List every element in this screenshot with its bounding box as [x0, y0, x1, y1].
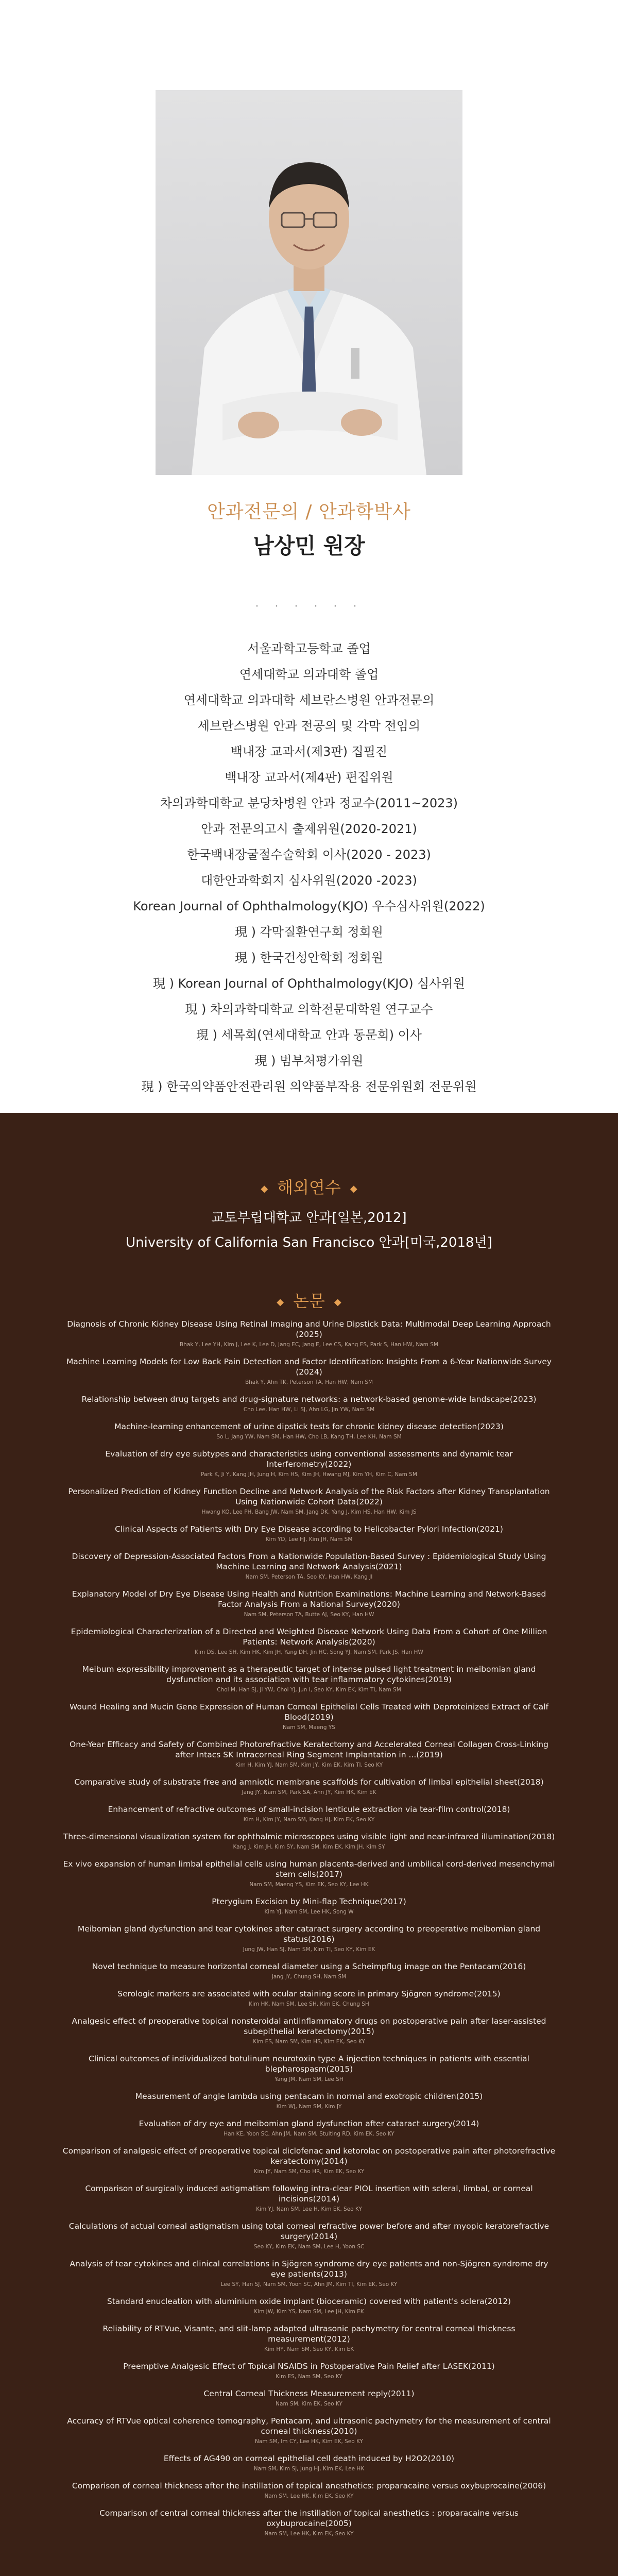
paper-title: Comparison of analgesic effect of preoperative topical diclofenac and ketorolac on postoperative pain after photorefractive keratectomy(2014) — [62, 2146, 556, 2166]
paper-item — [62, 1551, 556, 1581]
diamond-icon: ◆ — [334, 1296, 341, 1308]
paper-title: Epidemiological Characterization of a Directed and Weighted Disease Network Using Data From a Cohort of One Million Patients: Network Analysis(2020) — [71, 1627, 547, 1647]
paper-title: Machine Learning Models for Low Back Pain Detection and Factor Identification: Insights From a 6-Year Nationwide Survey (2024) — [66, 1357, 552, 1377]
doctor-photo — [156, 90, 462, 475]
doctor-name: 남상민 원장 — [253, 533, 365, 558]
paper-title: Preemptive Analgesic Effect of Topical NSAIDS in Postoperative Pain Relief after LASEK(2011) — [123, 2362, 495, 2371]
career-item: 現 ) 범부처평가위원 — [254, 1054, 364, 1068]
profile-section — [0, 0, 618, 1113]
abroad-heading: ◆ 해외연수 ◆ — [261, 1178, 357, 1197]
paper-authors: Nam SM, Maeng YS — [283, 1724, 335, 1731]
career-item: 現 ) 한국의약품안전관리원 의약품부작용 전문위원회 전문위원 — [141, 1079, 477, 1094]
paper-authors: Lee SY, Han SJ, Nam SM, Yoon SC, Ahn JM, Kim TI, Kim EK, Seo KY — [220, 2281, 398, 2287]
paper-title: Clinical Aspects of Patients with Dry Eye Disease according to Helicobacter Pylori Infection(2021) — [115, 1524, 503, 1534]
paper-authors: Kim ES, Nam SM, Kim HS, Kim EK, Seo KY — [253, 2039, 365, 2045]
paper-authors: Cho Lee, Han HW, Li SJ, Ahn LG, Jin YW, Nam SM — [243, 1406, 375, 1413]
paper-title: Effects of AG490 on corneal epithelial cell death induced by H2O2(2010) — [163, 2454, 455, 2463]
paper-title: Comparison of central corneal thickness after the instillation of topical anesthetics : proparacaine versus oxybuprocaine(2005) — [99, 2509, 519, 2528]
diamond-icon: ◆ — [350, 1183, 357, 1194]
paper-title: Standard enucleation with aluminium oxide implant (bioceramic) covered with patient's sclera(2012) — [107, 2297, 511, 2306]
paper-authors: Kim JY, Nam SM, Cho HR, Kim EK, Seo KY — [253, 2168, 365, 2175]
paper-item — [62, 2119, 556, 2138]
paper-item — [62, 1486, 556, 1516]
paper-item — [62, 1777, 556, 1797]
paper-authors: Nam SM, Kim EK, Seo KY — [276, 2401, 342, 2407]
paper-item — [62, 2481, 556, 2500]
paper-title: Evaluation of dry eye and meibomian gland dysfunction after cataract surgery(2014) — [139, 2119, 479, 2128]
paper-authors: So L, Jang YW, Nam SM, Han HW, Cho LB, Kang TH, Lee KH, Nam SM — [216, 1434, 402, 1440]
paper-authors: Kim DS, Lee SH, Kim HK, Kim JH, Yang DH, Jin HC, Song YJ, Nam SM, Park JS, Han HW — [195, 1649, 423, 1655]
paper-authors: Jang JY, Nam SM, Park SA, Ahn JY, Kim HK, Kim EK — [242, 1789, 376, 1795]
paper-authors: Choi M, Han SJ, Ji YW, Choi YJ, Jun I, Seo KY, Kim EK, Kim TI, Nam SM — [217, 1687, 401, 1693]
career-item: 서울과학고등학교 졸업 — [247, 641, 371, 656]
paper-item — [62, 1739, 556, 1769]
career-item: 백내장 교과서(제3판) 집필진 — [230, 744, 388, 759]
paper-item — [62, 2324, 556, 2353]
paper-item — [62, 2221, 556, 2251]
paper-authors: Kim YJ, Nam SM, Lee H, Kim EK, Seo KY — [256, 2206, 362, 2212]
paper-authors: Kim YD, Lee HJ, Kim JH, Nam SM — [265, 1536, 353, 1543]
paper-title: Calculations of actual corneal astigmatism using total corneal refractive power before and after myopic keratorefractive surgery(2014) — [68, 2222, 550, 2241]
paper-authors: Nam SM, Peterson TA, Butte AJ, Seo KY, Han HW — [244, 1612, 374, 1618]
paper-item — [62, 2508, 556, 2538]
papers-heading: ◆ 논문 ◆ — [277, 1291, 341, 1311]
career-item: Korean Journal of Ophthalmology(KJO) 우수심사위원(2022) — [133, 899, 485, 913]
paper-title: Meibomian gland dysfunction and tear cytokines after cataract surgery according to preoperative meibomian gland status(2016) — [77, 1924, 541, 1944]
paper-item — [62, 1804, 556, 1824]
paper-authors: Nam SM, Lee HK, Kim EK, Seo KY — [264, 2531, 354, 2537]
paper-item — [62, 2091, 556, 2111]
diamond-icon: ◆ — [277, 1296, 284, 1308]
paper-item — [62, 2259, 556, 2289]
paper-authors: Nam SM, Maeng YS, Kim EK, Seo KY, Lee HK — [249, 1882, 369, 1888]
paper-title: Explanatory Model of Dry Eye Disease Using Health and Nutrition Examinations: Machine Learning and Network-Based Factor Analysis From a National Survey(2020) — [72, 1589, 546, 1609]
paper-authors: Nam SM, Im CY, Lee HK, Kim EK, Seo KY — [255, 2438, 363, 2445]
paper-title: One-Year Efficacy and Safety of Combined Photorefractive Keratectomy and Accelerated Corneal Collagen Cross-Linking after Intacs SK Intracorneal Ring Segment Implantation in ...(2019) — [70, 1740, 548, 1759]
paper-title: Comparison of corneal thickness after the instillation of topical anesthetics: proparacaine versus oxybuprocaine(2006) — [72, 2481, 546, 2490]
paper-title: Comparison of surgically induced astigmatism following intra-clear PIOL insertion with scleral, limbal, or corneal incisions(2014) — [85, 2184, 533, 2204]
paper-title: Reliability of RTVue, Visante, and slit-lamp adapted ultrasonic pachymetry for central corneal thickness measurement(2012) — [102, 2324, 516, 2344]
paper-item — [62, 2016, 556, 2046]
paper-item — [62, 2388, 556, 2408]
paper-item — [62, 1702, 556, 1732]
career-item: 現 ) 각막질환연구회 정회원 — [234, 925, 384, 939]
career-item: 백내장 교과서(제4판) 편집위원 — [225, 770, 393, 785]
paper-title: Personalized Prediction of Kidney Function Decline and Network Analysis of the Risk Factors after Kidney Transplantation Using Nationwide Cohort Data(2022) — [68, 1487, 550, 1506]
paper-item — [62, 1664, 556, 1694]
paper-item — [62, 2453, 556, 2473]
career-item: 안과 전문의고시 출제위원(2020-2021) — [201, 822, 417, 836]
paper-authors: Kim YJ, Nam SM, Lee HK, Song W — [264, 1909, 354, 1915]
paper-title: Diagnosis of Chronic Kidney Disease Using Retinal Imaging and Urine Dipstick Data: Multimodal Deep Learning Approach (2025) — [67, 1319, 551, 1339]
career-item: 現 ) 차의과학대학교 의학전문대학원 연구교수 — [185, 1002, 433, 1016]
paper-authors: Bhak Y, Lee YH, Kim J, Lee K, Lee D, Jang EC, Jang E, Lee CS, Kang ES, Park S, Han HW, Nam SM — [180, 1342, 438, 1348]
paper-item — [62, 1421, 556, 1441]
paper-title: Accuracy of RTVue optical coherence tomography, Pentacam, and ultrasonic pachymetry for the measurement of central corneal thickness(2010) — [67, 2416, 551, 2436]
paper-title: Measurement of angle lambda using pentacam in normal and exotropic children(2015) — [135, 2092, 483, 2101]
career-item: 한국백내장굴절수술학회 이사(2020 - 2023) — [187, 848, 431, 862]
paper-title: Wound Healing and Mucin Gene Expression of Human Corneal Epithelial Cells Treated with Deproteinized Extract of Calf Blood(2019) — [69, 1702, 548, 1722]
doctor-subtitle: 안과전문의 / 안과학박사 — [207, 501, 411, 522]
divider: · · · · · · — [255, 600, 363, 613]
paper-item — [62, 2146, 556, 2176]
paper-item — [62, 1524, 556, 1544]
paper-item — [62, 1896, 556, 1916]
career-item: 세브란스병원 안과 전공의 및 각막 전임의 — [197, 719, 421, 733]
diamond-icon: ◆ — [261, 1183, 268, 1194]
paper-title: Pterygium Excision by Mini-flap Technique(2017) — [212, 1897, 406, 1906]
paper-authors: Kim ES, Nam SM, Seo KY — [276, 2374, 342, 2380]
paper-title: Machine-learning enhancement of urine dipstick tests for chronic kidney disease detection(2023) — [114, 1422, 504, 1431]
paper-item — [62, 1859, 556, 1889]
paper-authors: Nam SM, Lee HK, Kim EK, Seo KY — [264, 2493, 354, 2499]
paper-authors: Park K, Ji Y, Kang JH, Jung H, Kim HS, Kim JH, Hwang MJ, Kim YH, Kim C, Nam SM — [201, 1471, 417, 1478]
paper-item — [62, 2361, 556, 2381]
paper-title: Discovery of Depression-Associated Factors From a Nationwide Population-Based Survey : Epidemiological Study Using Machine Learning and Network Analysis(2021) — [72, 1552, 546, 1571]
papers-list — [62, 1319, 556, 2546]
abroad-item: University of California San Francisco 안과[미국,2018년] — [126, 1235, 492, 1250]
paper-title: Comparative study of substrate free and amniotic membrane scaffolds for cultivation of limbal epithelial sheet(2018) — [74, 1777, 544, 1787]
paper-item — [62, 2296, 556, 2316]
paper-title: Analgesic effect of preoperative topical nonsteroidal antiinflammatory drugs on postoperative pain after laser-assisted subepithelial keratectomy(2015) — [72, 2016, 546, 2036]
abroad-item: 교토부립대학교 안과[일본,2012] — [211, 1210, 407, 1226]
career-item: 차의과학대학교 분당차병원 안과 정교수(2011~2023) — [160, 796, 458, 810]
career-item: 대한안과학회지 심사위원(2020 -2023) — [201, 873, 417, 888]
paper-authors: Jung JW, Han SJ, Nam SM, Kim TI, Seo KY, Kim EK — [243, 1946, 375, 1953]
paper-authors: Bhak Y, Ahn TK, Peterson TA, Han HW, Nam SM — [245, 1379, 373, 1385]
paper-item — [62, 1357, 556, 1386]
paper-title: Relationship between drug targets and drug-signature networks: a network-based genome-wide landscape(2023) — [81, 1395, 537, 1404]
paper-authors: Kim HK, Nam SM, Lee SH, Kim EK, Chung SH — [249, 2001, 369, 2007]
career-item: 現 ) 한국건성안학회 정회원 — [234, 951, 384, 965]
paper-authors: Nam SM, Kim SJ, Jung HJ, Kim EK, Lee HK — [253, 2466, 365, 2472]
paper-authors: Yang JM, Nam SM, Lee SH — [274, 2076, 344, 2082]
paper-item — [62, 1319, 556, 1349]
paper-item — [62, 1924, 556, 1954]
career-item: 現 ) Korean Journal of Ophthalmology(KJO) 심사위원 — [153, 976, 465, 991]
paper-authors: Kim HY, Nam SM, Seo KY, Kim EK — [264, 2346, 354, 2352]
paper-authors: Kim WJ, Nam SM, Kim JY — [276, 2104, 342, 2110]
paper-authors: Jang JY, Chung SH, Nam SM — [271, 1974, 347, 1980]
paper-item — [62, 1626, 556, 1656]
paper-title: Serologic markers are associated with ocular staining score in primary Sjögren syndrome(2015) — [117, 1989, 501, 1998]
career-item: 연세대학교 의과대학 졸업 — [239, 667, 379, 682]
paper-title: Clinical outcomes of individualized botulinum neurotoxin type A injection techniques in patients with essential blepharospasm(2015) — [89, 2054, 529, 2074]
career-list — [0, 636, 618, 1099]
paper-title: Ex vivo expansion of human limbal epithelial cells using human placenta-derived and umbilical cord-derived mesenchymal stem cells(2017) — [63, 1859, 555, 1879]
paper-authors: Hwang KO, Lee PH, Bang JW, Nam SM, Jang DK, Yang J, Kim HS, Han HW, Kim JS — [201, 1509, 417, 1515]
paper-title: Three-dimensional visualization system for ophthalmic microscopes using visible light and near-infrared illumination(2018) — [63, 1832, 555, 1841]
paper-authors: Kim JW, Kim YS, Nam SM, Lee JH, Kim EK — [254, 2309, 364, 2315]
paper-authors: Nam SM, Peterson TA, Seo KY, Han HW, Kang JI — [245, 1574, 373, 1580]
paper-item — [62, 1394, 556, 1414]
paper-item — [62, 1449, 556, 1479]
career-item: 연세대학교 의과대학 세브란스병원 안과전문의 — [183, 693, 435, 707]
paper-title: Novel technique to measure horizontal corneal diameter using a Scheimpflug image on the Pentacam(2016) — [92, 1962, 526, 1971]
paper-title: Central Corneal Thickness Measurement reply(2011) — [203, 2389, 415, 2398]
paper-title: Analysis of tear cytokines and clinical correlations in Sjögren syndrome dry eye patients and non-Sjögren syndrome dry eye patients(2013) — [70, 2259, 548, 2279]
paper-title: Enhancement of refractive outcomes of small-incision lenticule extraction via tear-film control(2018) — [108, 1805, 510, 1814]
paper-item — [62, 2054, 556, 2083]
paper-item — [62, 2416, 556, 2446]
paper-item — [62, 1832, 556, 1851]
career-item: 現 ) 세목회(연세대학교 안과 동문회) 이사 — [196, 1028, 422, 1042]
paper-authors: Kim H, Kim JY, Nam SM, Kang HJ, Kim EK, Seo KY — [243, 1817, 375, 1823]
paper-authors: Seo KY, Kim EK, Nam SM, Lee H, Yoon SC — [253, 2244, 365, 2250]
paper-title: Evaluation of dry eye subtypes and characteristics using conventional assessments and dynamic tear Interferometry(2022) — [105, 1449, 513, 1469]
paper-authors: Kim H, Kim YJ, Nam SM, Kim JY, Kim EK, Kim TI, Seo KY — [235, 1762, 383, 1768]
paper-item — [62, 1589, 556, 1619]
paper-title: Meibum expressibility improvement as a therapeutic target of intense pulsed light treatment in meibomian gland dysfunction and its association with tear inflammatory cytokines(2019) — [82, 1665, 536, 1684]
paper-item — [62, 1989, 556, 2008]
research-section — [0, 1113, 618, 2576]
abroad-list — [0, 1206, 618, 1255]
paper-authors: Kang J, Kim JH, Kim SY, Nam SM, Kim EK, Kim JH, Kim SY — [233, 1844, 385, 1850]
paper-authors: Han KE, Yoon SC, Ahn JM, Nam SM, Stulting RD, Kim EK, Seo KY — [224, 2131, 394, 2137]
paper-item — [62, 2183, 556, 2213]
paper-item — [62, 1961, 556, 1981]
